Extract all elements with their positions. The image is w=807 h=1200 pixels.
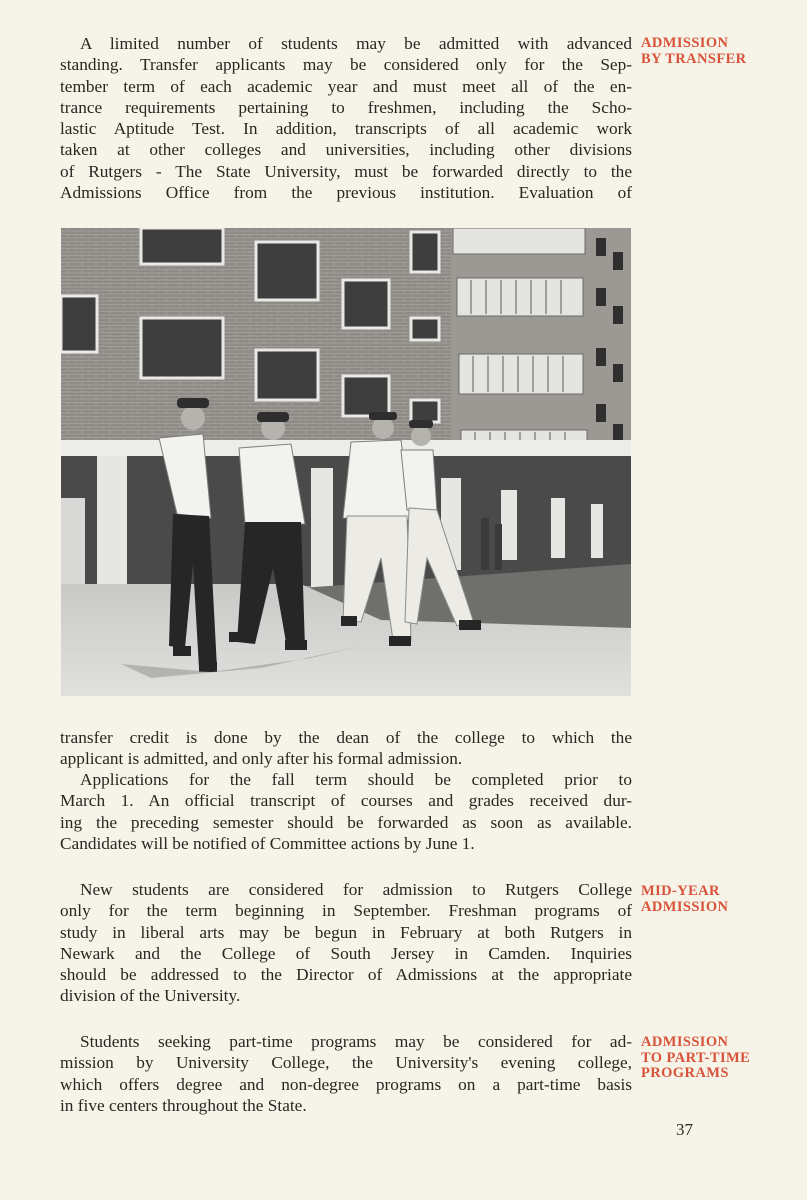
text-line: March 1. An official transcript of courses and grades received dur-: [60, 791, 632, 811]
sidenote-admission-to-part-time-programs: [641, 1035, 750, 1082]
text-line: lastic Aptitude Test. In addition, transcripts of all academic work: [60, 119, 632, 139]
midyear-paragraph: [60, 879, 632, 1007]
sidenote-line: ADMISSION: [641, 35, 729, 51]
text-line: division of the University.: [60, 986, 241, 1006]
text-line: Newark and the College of South Jersey in Camden. Inquiries: [60, 943, 632, 963]
text-line: only for the term beginning in September. Freshman programs of: [60, 901, 632, 921]
text-line: Applications for the fall term should be completed prior to: [80, 770, 632, 789]
sidenote-line: TO PART-TIME: [641, 1049, 751, 1066]
text-line: trance requirements pertaining to freshmen, including the Scho-: [60, 97, 632, 117]
text-line: which offers degree and non-degree programs on a part-time basis: [60, 1074, 632, 1094]
text-line: taken at other colleges and universities, including other divisions: [60, 140, 632, 160]
sidenote-line: ADMISSION: [641, 898, 729, 915]
text-line: mission by University College, the University's evening college,: [60, 1053, 632, 1073]
transfer-paragraph-1: [60, 33, 632, 203]
text-line: transfer credit is done by the dean of the college to which the: [60, 728, 632, 747]
text-line: ing the preceding semester should be forwarded as soon as available.: [60, 812, 632, 832]
students-walking-photo: [61, 228, 631, 696]
text-line: A limited number of students may be admitted with advanced: [80, 34, 632, 53]
text-line: of Rutgers - The State University, must be forwarded directly to the: [60, 161, 632, 181]
sidenote-line: PROGRAMS: [641, 1065, 729, 1081]
text-line: in five centers throughout the State.: [60, 1095, 307, 1115]
transfer-paragraph-2: [60, 769, 632, 854]
parttime-paragraph: [60, 1031, 632, 1116]
sidenote-line: MID-YEAR: [641, 883, 720, 899]
text-line: study in liberal arts may be begun in February at both Rutgers in: [60, 922, 632, 942]
sidenote-admission-by-transfer: [641, 36, 747, 67]
text-line: standing. Transfer applicants may be considered only for the Sep-: [60, 55, 632, 75]
text-line: tember term of each academic year and must meet all of the en-: [60, 76, 632, 96]
text-line: New students are considered for admission to Rutgers College: [80, 880, 632, 899]
sidenote-line: BY TRANSFER: [641, 50, 747, 67]
text-line: Candidates will be notified of Committee actions by June 1.: [60, 833, 475, 853]
text-line: applicant is admitted, and only after his formal admission.: [60, 749, 463, 769]
sidenote-line: ADMISSION: [641, 1034, 729, 1050]
transfer-paragraph-1-continued: [60, 727, 632, 770]
text-line: Admissions Office from the previous institution. Evaluation of: [60, 183, 632, 203]
text-line: Students seeking part-time programs may be considered for ad-: [80, 1032, 632, 1051]
page-number: 37: [676, 1120, 693, 1139]
photo-illustration: [61, 228, 631, 696]
sidenote-mid-year-admission: [641, 884, 728, 915]
text-line: should be addressed to the Director of Admissions at the appropriate: [60, 965, 632, 985]
